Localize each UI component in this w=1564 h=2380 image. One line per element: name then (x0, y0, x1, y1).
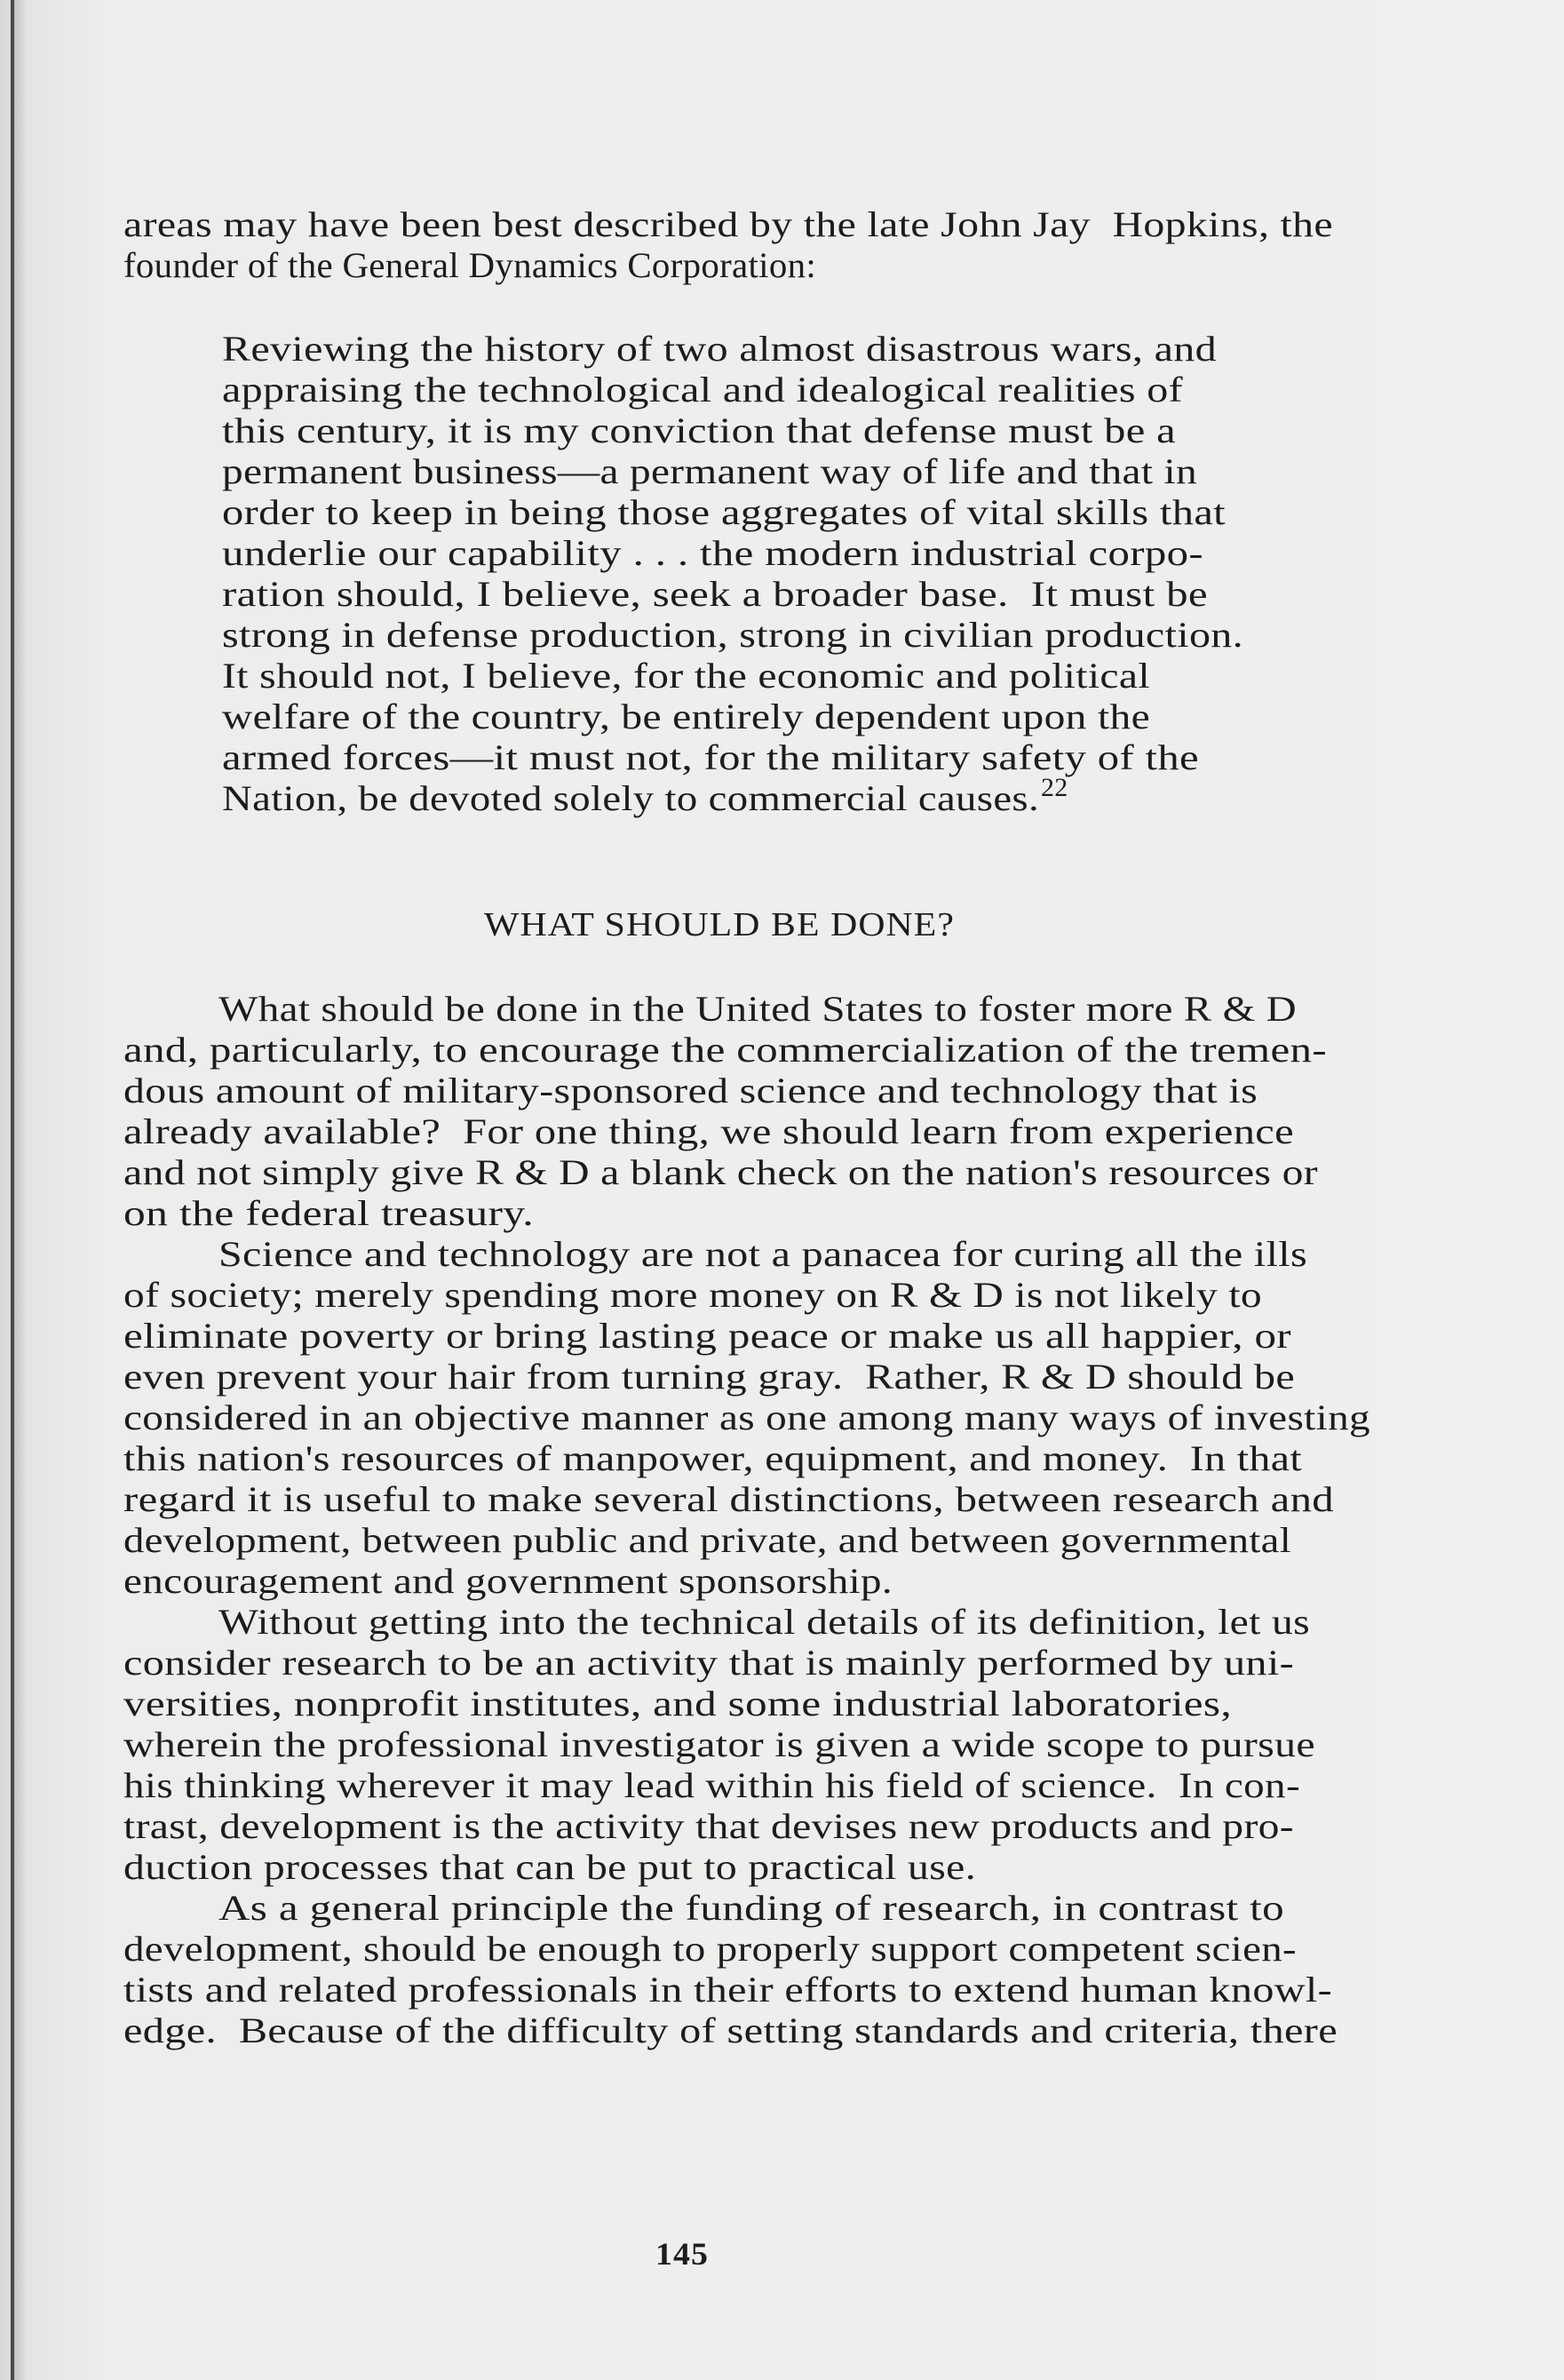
paragraph-line: regard it is useful to make several distinctions, between research and (123, 1479, 1334, 1519)
quote-line: strong in defense production, strong in civilian production. (222, 615, 1243, 655)
paragraph-line: development, should be enough to properly support competent scien- (123, 1929, 1297, 1969)
paragraph-line: wherein the professional investigator is given a wide scope to pursue (123, 1724, 1315, 1764)
paragraph-line: versities, nonprofit institutes, and some industrial laboratories, (123, 1684, 1232, 1723)
paragraph-line: his thinking wherever it may lead within his field of science. In con- (123, 1765, 1300, 1805)
paragraph-line: Science and technology are not a panacea for curing all the ills (218, 1234, 1307, 1274)
quote-line: appraising the technological and idealogical realities of (222, 370, 1183, 410)
quote-line: order to keep in being those aggregates of vital skills that (222, 492, 1226, 532)
quote-line: welfare of the country, be entirely dependent upon the (222, 696, 1150, 736)
intro-line: founder of the General Dynamics Corporation: (123, 245, 816, 285)
paragraph-line: even prevent your hair from turning gray. Rather, R & D should be (123, 1357, 1295, 1397)
paragraph-line: As a general principle the funding of research, in contrast to (218, 1888, 1284, 1928)
quote-line: this century, it is my conviction that defense must be a (222, 410, 1176, 450)
paragraph-line: already available? For one thing, we should learn from experience (123, 1111, 1294, 1151)
quote-line: Nation, be devoted solely to commercial causes. (222, 778, 1039, 818)
paragraph-line: this nation's resources of manpower, equipment, and money. In that (123, 1438, 1302, 1478)
paragraph-line: tists and related professionals in their efforts to extend human knowl- (123, 1970, 1332, 2010)
quote-line: It should not, I believe, for the economic and political (222, 656, 1150, 696)
paragraph-line: trast, development is the activity that devises new products and pro- (123, 1806, 1294, 1846)
paragraph-line: encouragement and government sponsorship. (123, 1561, 893, 1601)
paragraph-line: and, particularly, to encourage the commercialization of the tremen- (123, 1030, 1327, 1070)
footnote-marker: 22 (1041, 772, 1068, 802)
paragraph-line: of society; merely spending more money on R & D is not likely to (123, 1275, 1262, 1315)
paragraph-line: edge. Because of the difficulty of setting standards and criteria, there (123, 2010, 1338, 2050)
paragraph-line: development, between public and private, and between governmental (123, 1520, 1291, 1560)
paragraph-line: What should be done in the United States to foster more R & D (218, 989, 1297, 1029)
paragraph-line: considered in an objective manner as one among many ways of investing (123, 1397, 1370, 1437)
paragraph-line: dous amount of military-sponsored science and technology that is (123, 1071, 1258, 1110)
page-number: 145 (655, 2236, 709, 2273)
paragraph-line: on the federal treasury. (123, 1193, 534, 1233)
quote-line: underlie our capability . . . the modern industrial corpo- (222, 533, 1203, 573)
paragraph-line: duction processes that can be put to practical use. (123, 1847, 976, 1887)
paragraph-line: and not simply give R & D a blank check on the nation's resources or (123, 1152, 1318, 1192)
quote-line: armed forces—it must not, for the military safety of the (222, 737, 1199, 777)
paragraph-line: consider research to be an activity that is mainly performed by uni- (123, 1643, 1294, 1683)
intro-line: areas may have been best described by the late John Jay Hopkins, the (123, 204, 1333, 244)
quote-line: Reviewing the history of two almost disastrous wars, and (222, 329, 1217, 369)
quote-line: ration should, I believe, seek a broader base. It must be (222, 574, 1208, 614)
paragraph-line: eliminate poverty or bring lasting peace or make us all happier, or (123, 1316, 1291, 1356)
quote-line: permanent business—a permanent way of life and that in (222, 451, 1197, 491)
paragraph-line: Without getting into the technical details of its definition, let us (218, 1602, 1310, 1642)
section-heading: WHAT SHOULD BE DONE? (484, 905, 955, 943)
page-binding-shadow (14, 0, 27, 2380)
